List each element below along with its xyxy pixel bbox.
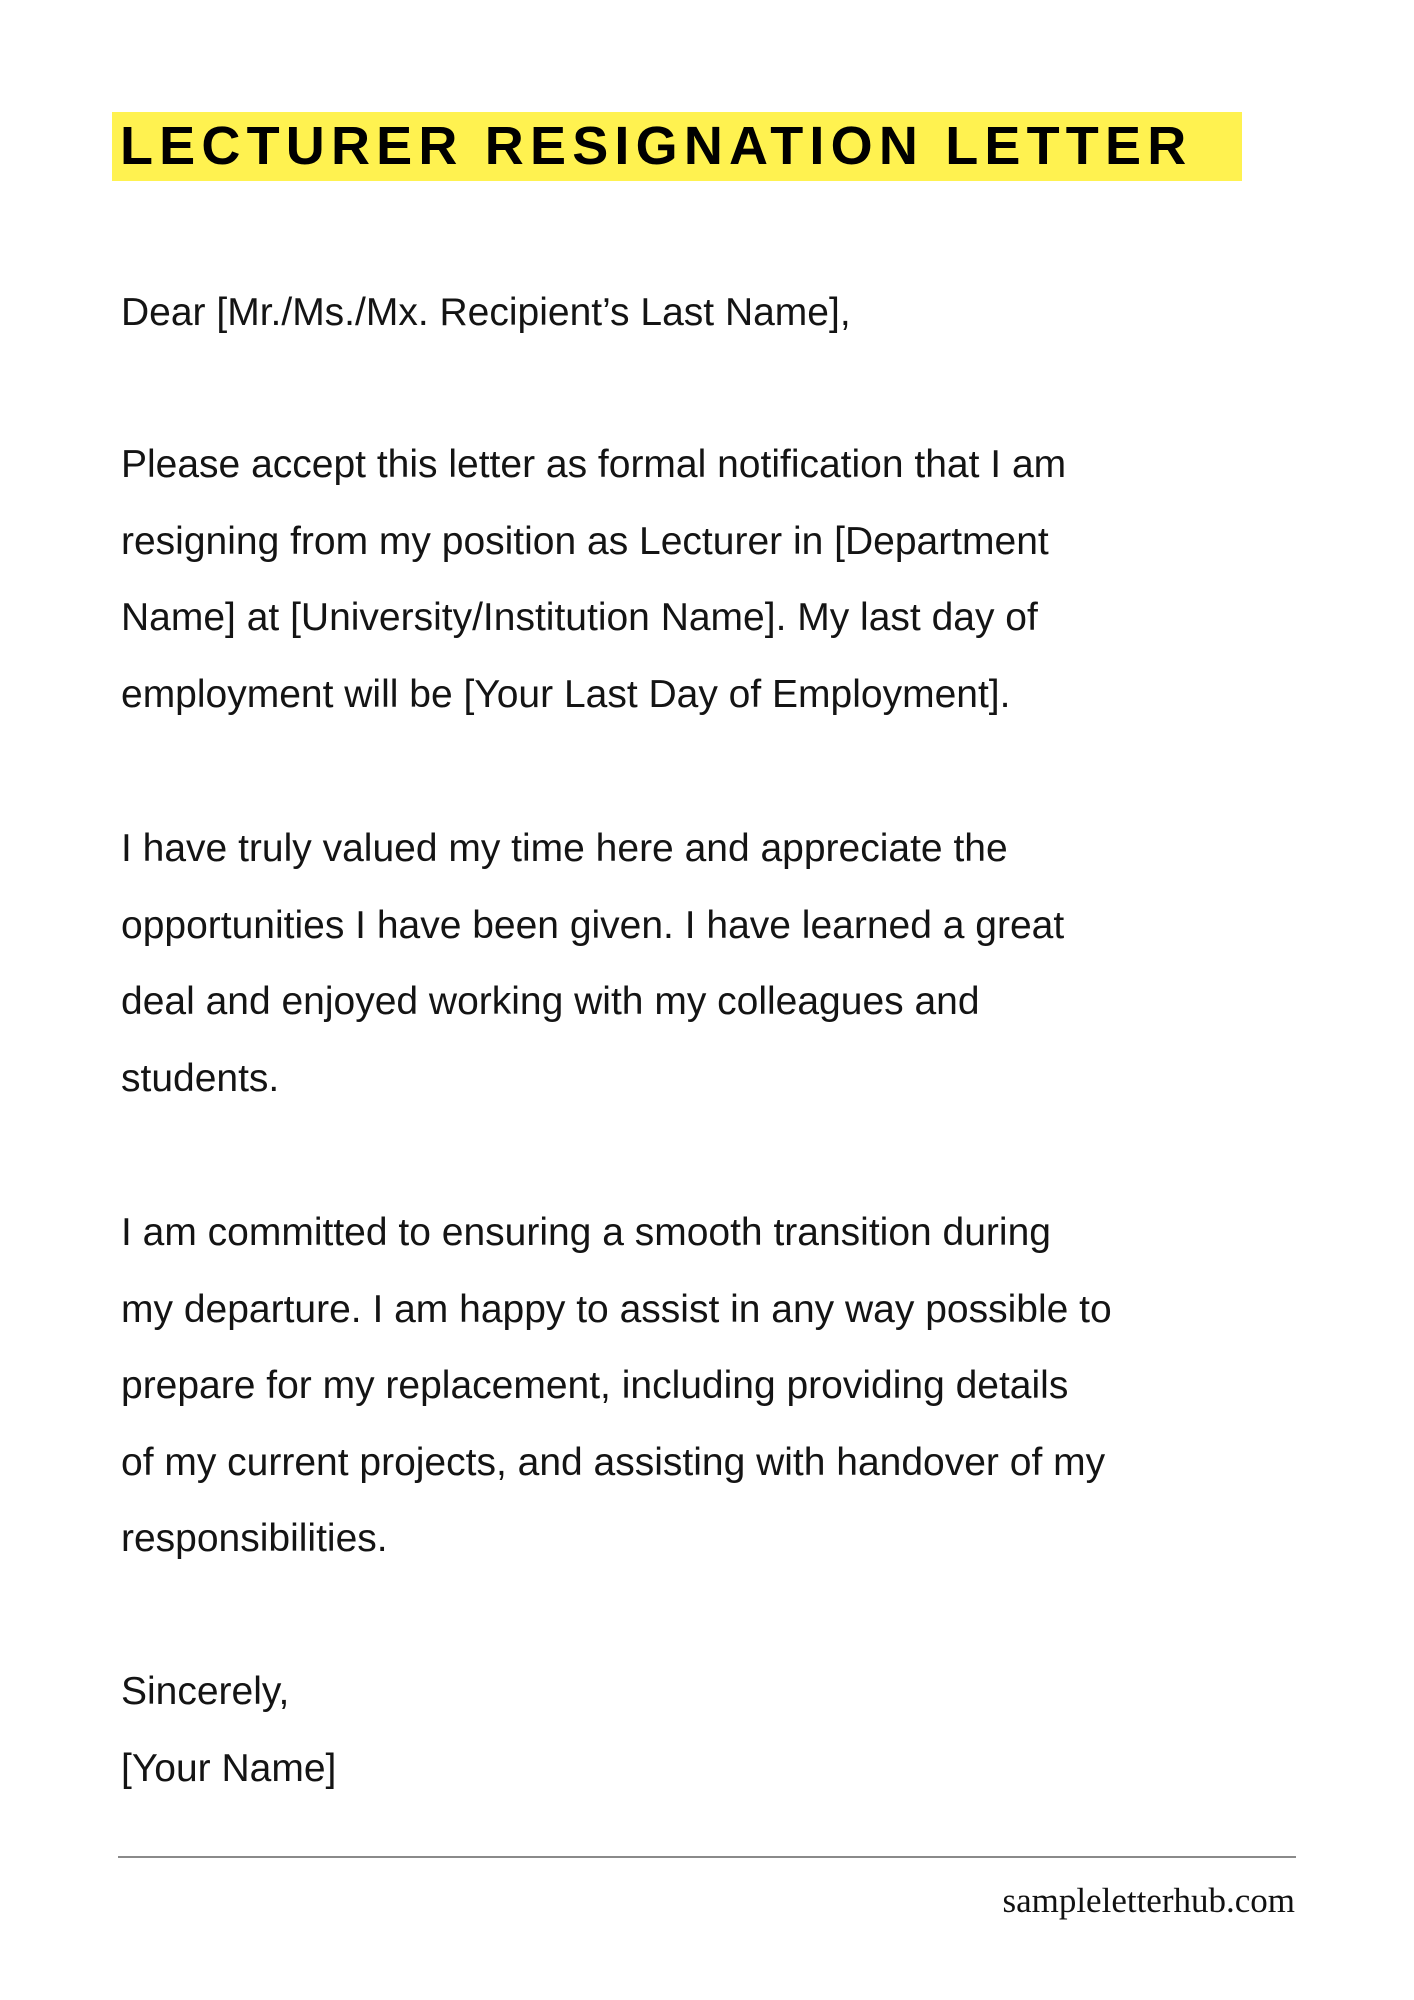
paragraph-3 bbox=[121, 1195, 1381, 1578]
paragraph-1 bbox=[121, 427, 1381, 733]
closing: Sincerely, bbox=[121, 1670, 290, 1713]
paragraph-line: of my current projects, and assisting with handover of my bbox=[121, 1440, 1106, 1484]
paragraph-line: Name] at [University/Institution Name]. My last day of bbox=[121, 596, 1038, 640]
closing-block bbox=[121, 1654, 1381, 1807]
salutation: Dear [Mr./Ms./Mx. Recipient’s Last Name], bbox=[121, 291, 851, 334]
paragraph-line: my departure. I am happy to assist in any way possible to bbox=[121, 1287, 1112, 1331]
paragraph-2 bbox=[121, 811, 1381, 1117]
footer-divider bbox=[118, 1856, 1296, 1858]
signature: [Your Name] bbox=[121, 1746, 337, 1790]
paragraph-line: deal and enjoyed working with my colleagues and bbox=[121, 980, 980, 1024]
salutation-block bbox=[121, 275, 1381, 352]
paragraph-line: students. bbox=[121, 1056, 280, 1100]
page-title: LECTURER RESIGNATION LETTER bbox=[120, 116, 1193, 176]
footer-site-name: sampleletterhub.com bbox=[1002, 1881, 1295, 1920]
paragraph-line: resigning from my position as Lecturer in [Department bbox=[121, 519, 1049, 563]
paragraph-line: I have truly valued my time here and appreciate the bbox=[121, 827, 1008, 870]
paragraph-line: employment will be [Your Last Day of Employment]. bbox=[121, 672, 1011, 716]
paragraph-line: I am committed to ensuring a smooth transition during bbox=[121, 1211, 1051, 1254]
paragraph-line: Please accept this letter as formal notification that I am bbox=[121, 443, 1067, 486]
paragraph-line: prepare for my replacement, including providing details bbox=[121, 1364, 1069, 1408]
title-highlight-bar bbox=[112, 112, 1242, 181]
paragraph-line: responsibilities. bbox=[121, 1517, 388, 1561]
paragraph-line: opportunities I have been given. I have learned a great bbox=[121, 903, 1065, 947]
